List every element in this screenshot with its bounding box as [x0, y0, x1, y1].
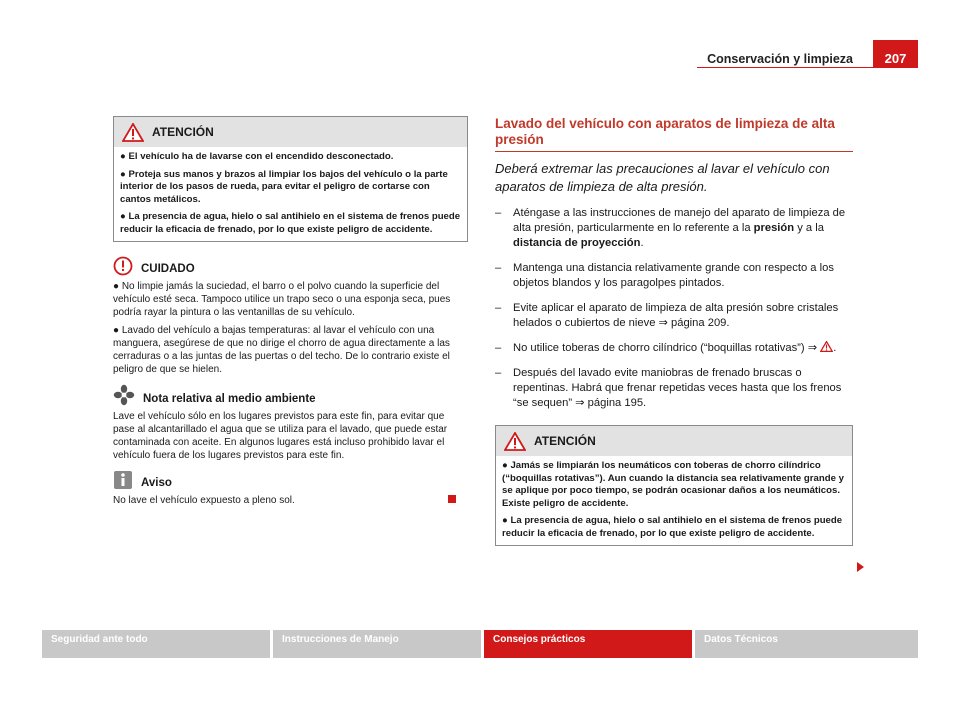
footer-tab-seguridad[interactable]: Seguridad ante todo: [42, 630, 270, 658]
instruction-item: [495, 341, 853, 356]
instruction-text: Aténgase a las instrucciones de manejo del aparato de limpieza de alta presión, particularmente en lo referente a la: [513, 207, 846, 234]
caution-exclamation-icon: [113, 256, 133, 276]
attention-box-header: [496, 426, 852, 456]
environment-text: Lave el vehículo sólo en los lugares previstos para este fin, para evitar que pase al alcantarillado el agua que se utiliza para el lavado, que puede estar contaminada con aceite. En algunos lugares está incluso prohibido lavar el vehículo fuera de los lugares previstos para este fin.: [113, 411, 448, 461]
section-title: Lavado del vehículo con aparatos de limpieza de alta presión: [495, 116, 853, 152]
instruction-item: [495, 261, 853, 291]
info-icon: [113, 470, 133, 490]
instruction-text: No utilice toberas de chorro cilíndrico (“boquillas rotativas”) ⇒: [513, 342, 818, 354]
caution-header: [113, 256, 468, 276]
caution-note: [113, 256, 468, 376]
continue-arrow-icon: [857, 562, 864, 572]
instruction-item: [495, 366, 853, 411]
footer-tab-instrucciones[interactable]: Instrucciones de Manejo: [273, 630, 481, 658]
attention-item: ● La presencia de agua, hielo o sal antihielo en el sistema de frenos puede reducir la eficacia de frenado, por lo que existe peligro de accidente.: [502, 515, 843, 539]
page-number: 207: [873, 40, 918, 68]
dash-marker: –: [495, 302, 502, 314]
attention-body: [114, 147, 467, 241]
instruction-text: Después del lavado evite maniobras de frenado bruscas o repentinas. Habrá que frenar repetidas veces hasta que los frenos “se sequen” ⇒ página 195.: [513, 367, 842, 409]
instruction-text: .: [833, 342, 837, 354]
instruction-text: y a la: [794, 222, 824, 234]
environment-title: Nota relativa al medio ambiente: [143, 393, 316, 405]
attention-box: [495, 425, 853, 546]
warning-triangle-icon: [504, 432, 526, 451]
footer-tab-consejos[interactable]: Consejos prácticos: [484, 630, 692, 658]
flower-environment-icon: [113, 384, 135, 406]
notice-title: Aviso: [141, 477, 172, 489]
dash-marker: –: [495, 262, 502, 274]
page-header-title: Conservación y limpieza: [707, 52, 853, 66]
footer-tab-datos[interactable]: Datos Técnicos: [695, 630, 918, 658]
environment-note: [113, 384, 468, 462]
left-column: [113, 116, 468, 512]
instruction-item: [495, 206, 853, 251]
dash-marker: –: [495, 342, 502, 354]
instruction-text: Mantenga una distancia relativamente grande con respecto a los objetos blandos y los paragolpes pintados.: [513, 262, 834, 289]
right-column: [495, 116, 853, 560]
notice-note: [113, 470, 468, 507]
caution-item: ● No limpie jamás la suciedad, el barro o el polvo cuando la superficie del vehículo esté seca. Tampoco utilice un trapo seco o una esponja seca, pues podría rayar la pintura o las ventanillas de su vehículo.: [113, 281, 451, 318]
attention-item: ● Jamás se limpiarán los neumáticos con toberas de chorro cilíndrico (“boquillas rotativas”). Aun cuando la distancia sea relativamente grande y se aplique por poco tiempo, se podrán ocasionar daños a los neumáticos. Existe peligro de accidente.: [502, 460, 844, 509]
section-lead: Deberá extremar las precauciones al lavar el vehículo con aparatos de limpieza de alta presión.: [495, 161, 830, 194]
header-rule: [697, 67, 918, 68]
dash-marker: –: [495, 367, 502, 379]
instruction-item: [495, 301, 853, 331]
attention-title: ATENCIÓN: [152, 124, 214, 139]
dash-marker: –: [495, 207, 502, 219]
attention-box: [113, 116, 468, 242]
instruction-text: .: [640, 237, 644, 249]
environment-header: [113, 384, 468, 406]
attention-title: ATENCIÓN: [534, 433, 596, 448]
instruction-text: Evite aplicar el aparato de limpieza de alta presión sobre cristales helados o cubiertos de nieve ⇒ página 209.: [513, 302, 839, 329]
instruction-bold: presión: [753, 222, 795, 234]
section-end-icon: [448, 495, 456, 503]
caution-title: CUIDADO: [141, 263, 195, 275]
instruction-bold: distancia de proyección: [513, 237, 641, 249]
warning-triangle-icon: [122, 123, 144, 142]
attention-body: [496, 456, 852, 545]
attention-item: ● La presencia de agua, hielo o sal antihielo en el sistema de frenos puede reducir la eficacia de frenado, por lo que existe peligro de accidente.: [120, 211, 461, 235]
notice-header: [113, 470, 468, 490]
attention-item: ● El vehículo ha de lavarse con el encendido desconectado.: [120, 151, 394, 162]
attention-box-header: [114, 117, 467, 147]
warning-triangle-icon: [820, 341, 833, 352]
caution-item: ● Lavado del vehículo a bajas temperaturas: al lavar el vehículo con una manguera, asegúrese de que no dirige el chorro de agua directamente a las cerraduras o a las juntas de las puertas o del techo. De lo contrario existe el peligro de que se hielen.: [113, 325, 450, 375]
attention-item: ● Proteja sus manos y brazos al limpiar los bajos del vehículo o la parte interior de los pasos de rueda, para evitar el peligro de cortarse con cantos metálicos.: [120, 168, 448, 205]
notice-text-body: No lave el vehículo expuesto a pleno sol.: [113, 495, 295, 506]
notice-text: [113, 494, 468, 507]
